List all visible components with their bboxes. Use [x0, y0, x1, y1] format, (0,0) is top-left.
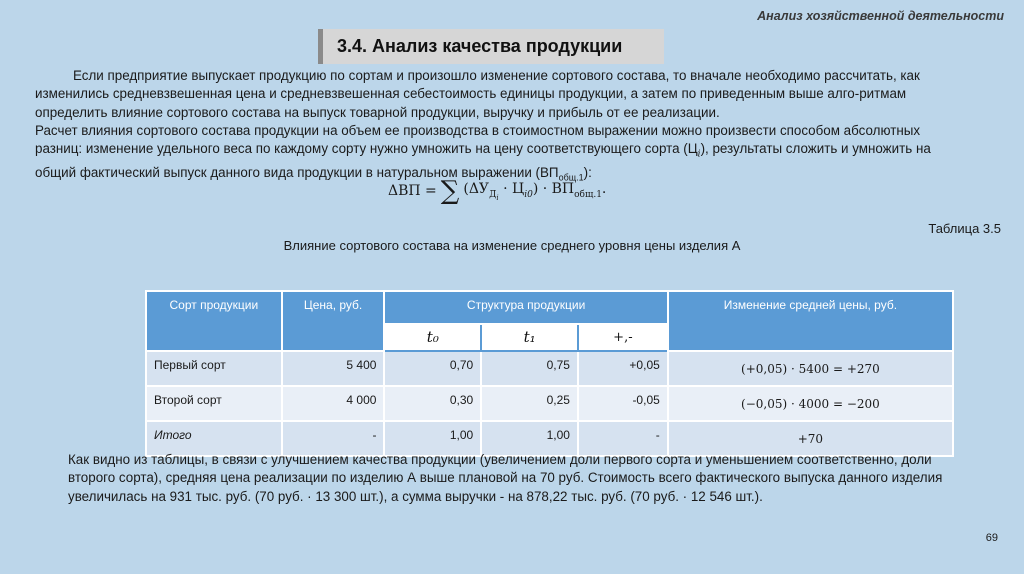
cell-grade: Первый сорт	[146, 351, 282, 386]
paragraph-method-end: ):	[583, 165, 592, 181]
table-row	[146, 351, 953, 386]
table-number: Таблица 3.5	[928, 221, 1001, 236]
cell-price: -	[282, 421, 385, 456]
grade-price-table	[145, 290, 954, 457]
sum-symbol: ∑	[440, 176, 460, 207]
formula-body: $(\Delta У_{Д_i} \cdot Ц_{i0}) \cdot ВП_{общ.1}$.	[463, 181, 607, 202]
cell-diff: -	[578, 421, 668, 456]
price-subscript: i	[697, 150, 701, 161]
header-t1: t₁	[481, 324, 578, 351]
paragraph-method-text: Расчет влияния сортового состава продукции на объем ее производства в стоимостном выражении можно произвести способом абсолютных разниц: изменение удельного веса по каждому сорту нужно умножить на цену соответствующего сорта (Ц	[35, 123, 921, 157]
cell-t0: 1,00	[384, 421, 481, 456]
cell-diff: +0,05	[578, 351, 668, 386]
formula-lhs: ΔВП =	[388, 183, 437, 200]
cell-diff: -0,05	[578, 386, 668, 421]
header-diff: +,-	[578, 324, 668, 351]
cell-t0: 0,70	[384, 351, 481, 386]
section-title	[318, 29, 664, 64]
header-t0: t₀	[384, 324, 481, 351]
header-structure: Структура продукции	[384, 291, 667, 324]
cell-t1: 1,00	[481, 421, 578, 456]
cell-price: 4 000	[282, 386, 385, 421]
cell-calc: (−0,05) · 4000 = −200	[668, 386, 953, 421]
cell-calc: +70	[668, 421, 953, 456]
output-subscript: общ.1	[558, 173, 584, 184]
cell-t0: 0,30	[384, 386, 481, 421]
cell-grade: Второй сорт	[146, 386, 282, 421]
paragraph-method	[35, 122, 970, 188]
paragraph-conclusion: Как видно из таблицы, в связи с улучшением качества продукции (увеличением доли первого сорта и уменьшением соответственно, доли второго сорта), средняя цена реализации по изделию А выше плановой на 70 руб. Стоимость всего фактического выпуска данного изделия увеличилась на 931 тыс. руб. (70 руб. · 13 300 шт.), а сумма выручки - на 878,22 тыс. руб. (70 руб. · 12 546 шт.).	[68, 452, 943, 504]
header-subject: Анализ хозяйственной деятельности	[757, 9, 1004, 23]
cell-calc: (+0,05) · 5400 = +270	[668, 351, 953, 386]
header-price: Цена, руб.	[282, 291, 385, 351]
cell-t1: 0,25	[481, 386, 578, 421]
cell-grade: Итого	[146, 421, 282, 456]
table-caption: Влияние сортового состава на изменение среднего уровня цены изделия А	[283, 238, 741, 253]
header-change: Изменение средней цены, руб.	[668, 291, 953, 351]
section-title-text: 3.4. Анализ качества продукции	[337, 36, 623, 56]
paragraph-intro: Если предприятие выпускает продукцию по сортам и произошло изменение сортового состава, то вначале необходимо рассчитать, как изменились средневзвешенная цена и средневзвешенная себестоимость единицы продукции, а затем по приведенным выше алго-ритмам определить влияние сортового состава на выпуск товарной продукции, выручку и прибыль от ее реализации.	[35, 68, 920, 120]
header-grade: Сорт продукции	[146, 291, 282, 351]
paragraph-method-mid: ), результаты сложить и умножить на общий фактический выпуск данного вида продукции в натуральном выражении (ВП	[35, 141, 931, 181]
cell-price: 5 400	[282, 351, 385, 386]
page-number: 69	[985, 532, 998, 544]
table-row	[146, 386, 953, 421]
formula	[388, 176, 607, 207]
cell-t1: 0,75	[481, 351, 578, 386]
